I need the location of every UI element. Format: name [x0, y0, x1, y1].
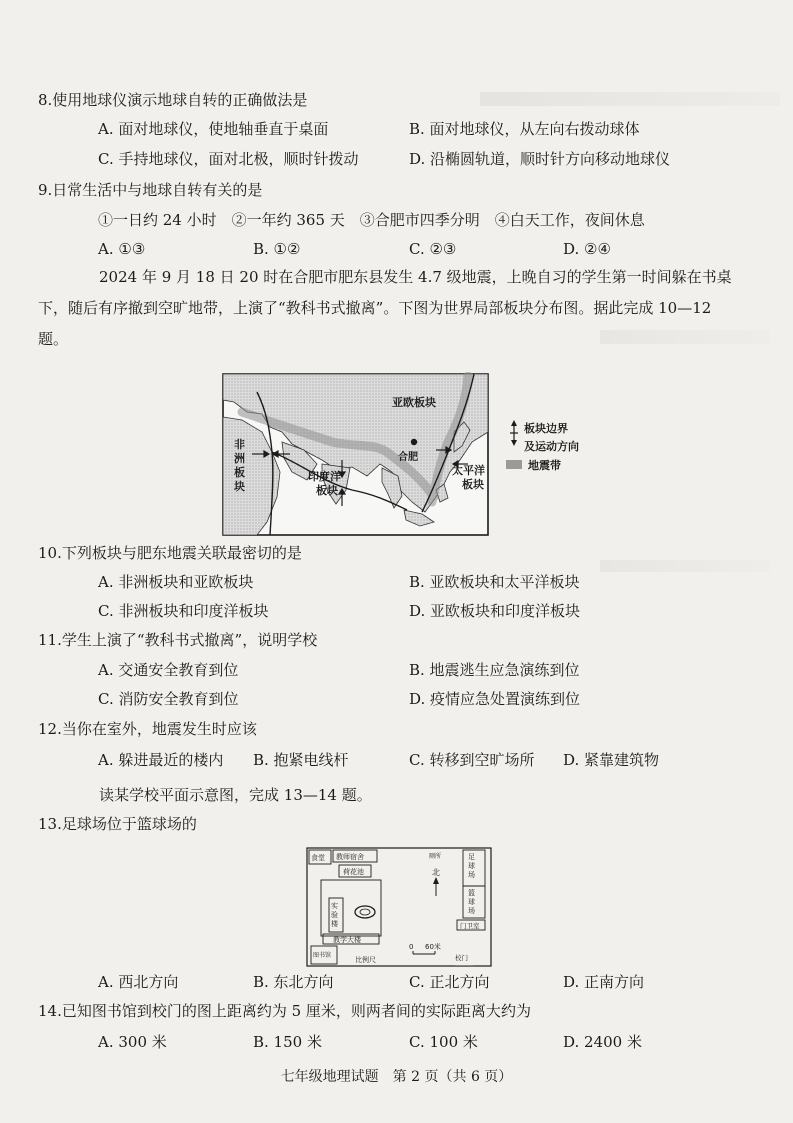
q11-option-b: B. 地震逃生应急演练到位	[409, 661, 580, 679]
label-pacific-1: 太平洋	[452, 464, 485, 477]
q10-option-b: B. 亚欧板块和太平洋板块	[409, 573, 580, 591]
page-footer: 七年级地理试题 第 2 页（共 6 页）	[280, 1069, 513, 1085]
label-pacific-2: 板块	[462, 478, 484, 491]
q8-option-d: D. 沿椭圆轨道，顺时针方向移动地球仪	[409, 150, 671, 168]
basketball-3: 场	[468, 907, 475, 915]
guard-label: 门卫室	[460, 922, 480, 930]
hefei-marker	[411, 439, 417, 445]
q13-option-d: D. 正南方向	[563, 973, 645, 991]
basketball-2: 球	[468, 898, 475, 906]
q10-option-a: A. 非洲板块和亚欧板块	[98, 573, 254, 591]
question-13-stem: 13.足球场位于篮球场的	[38, 815, 197, 833]
label-africa-2: 洲	[234, 452, 245, 465]
q8-option-c: C. 手持地球仪，面对北极，顺时针拨动	[98, 150, 359, 168]
plate-map	[222, 372, 602, 540]
question-8-stem: 8.使用地球仪演示地球自转的正确做法是	[38, 91, 308, 109]
gate-label: 校门	[455, 954, 468, 962]
q13-option-b: B. 东北方向	[253, 973, 334, 991]
bleed-through-text	[480, 92, 780, 106]
map-legend	[506, 420, 579, 472]
question-9-stem: 9.日常生活中与地球自转有关的是	[38, 181, 263, 199]
label-indian-2: 板块	[316, 484, 338, 497]
intro-paragraph-10-12: 2024 年 9 月 18 日 20 时在合肥市肥东县发生 4.7 级地震，上晚自习的学生第一时间躲在书桌下，随后有序撤到空旷地带，上演了“教科书式撤离”。下图为世界局部板块分布图。据此完成 10—12 题。	[38, 268, 732, 348]
q10-option-d: D. 亚欧板块和印度洋板块	[409, 602, 581, 620]
question-10-stem: 10.下列板块与肥东地震关联最密切的是	[38, 544, 302, 562]
teaching-label: 教学大楼	[333, 936, 361, 944]
q13-option-c: C. 正北方向	[409, 973, 490, 991]
q9-items: ①一日约 24 小时 ②一年约 365 天 ③合肥市四季分明 ④白天工作，夜间休息	[98, 211, 645, 229]
question-12-stem: 12.当你在室外，地震发生时应该	[38, 720, 257, 738]
label-eurasia: 亚欧板块	[392, 396, 436, 409]
north-label: 北	[432, 868, 440, 877]
lab-label-2: 验	[331, 911, 338, 919]
q9-option-b: B. ①②	[253, 240, 301, 258]
q14-option-d: D. 2400 米	[563, 1033, 642, 1051]
q12-option-d: D. 紧靠建筑物	[563, 751, 660, 769]
q9-option-c: C. ②③	[409, 240, 457, 258]
question-11-stem: 11.学生上演了“教科书式撤离”，说明学校	[38, 631, 318, 649]
question-14-stem: 14.已知图书馆到校门的图上距离约为 5 厘米，则两者间的实际距离大约为	[38, 1002, 531, 1020]
lab-label-3: 楼	[331, 920, 338, 928]
track-oval	[355, 906, 375, 918]
bleed-through-text	[600, 560, 770, 572]
q11-option-a: A. 交通安全教育到位	[98, 661, 239, 679]
q9-option-d: D. ②④	[563, 240, 611, 258]
label-africa-3: 板	[234, 466, 245, 479]
legend-boundary-2: 及运动方向	[524, 440, 579, 453]
intro-13-14: 读某学校平面示意图，完成 13—14 题。	[99, 786, 372, 804]
q14-option-a: A. 300 米	[98, 1033, 167, 1051]
label-indian-1: 印度洋	[308, 470, 341, 483]
label-africa-1: 非	[234, 438, 245, 451]
library-label: 图书馆	[313, 952, 332, 959]
legend-boundary-1: 板块边界	[524, 422, 568, 435]
canteen-label: 食堂	[311, 854, 325, 862]
legend-quake: 地震带	[528, 459, 561, 472]
football-2: 球	[468, 862, 475, 870]
football-3: 场	[468, 871, 475, 879]
label-hefei: 合肥	[398, 452, 418, 463]
q12-option-a: A. 躲进最近的楼内	[98, 751, 224, 769]
football-1: 足	[468, 853, 475, 861]
q8-option-a: A. 面对地球仪，使地轴垂直于桌面	[98, 120, 329, 138]
q14-option-c: C. 100 米	[409, 1033, 478, 1051]
q14-option-b: B. 150 米	[253, 1033, 322, 1051]
q10-option-c: C. 非洲板块和印度洋板块	[98, 602, 269, 620]
toilet-label: 厕所	[429, 853, 442, 860]
q12-option-b: B. 抱紧电线杆	[253, 751, 349, 769]
dorm-label: 教师宿舍	[336, 853, 364, 861]
scale-label: 比例尺	[355, 956, 376, 964]
label-africa-4: 块	[234, 480, 245, 493]
q13-option-a: A. 西北方向	[98, 973, 179, 991]
pond-label: 荷花池	[343, 868, 364, 876]
school-plan-map	[305, 846, 495, 970]
scale-value: 60米	[425, 943, 441, 951]
q8-option-b: B. 面对地球仪，从左向右拨动球体	[409, 120, 640, 138]
scale-zero: 0	[409, 943, 414, 951]
q12-option-c: C. 转移到空旷场所	[409, 751, 535, 769]
legend-quake-swatch	[506, 460, 522, 469]
lab-label-1: 实	[331, 902, 338, 910]
q11-option-d: D. 疫情应急处置演练到位	[409, 690, 581, 708]
q9-option-a: A. ①③	[98, 240, 146, 258]
basketball-1: 篮	[468, 889, 475, 897]
q11-option-c: C. 消防安全教育到位	[98, 690, 239, 708]
